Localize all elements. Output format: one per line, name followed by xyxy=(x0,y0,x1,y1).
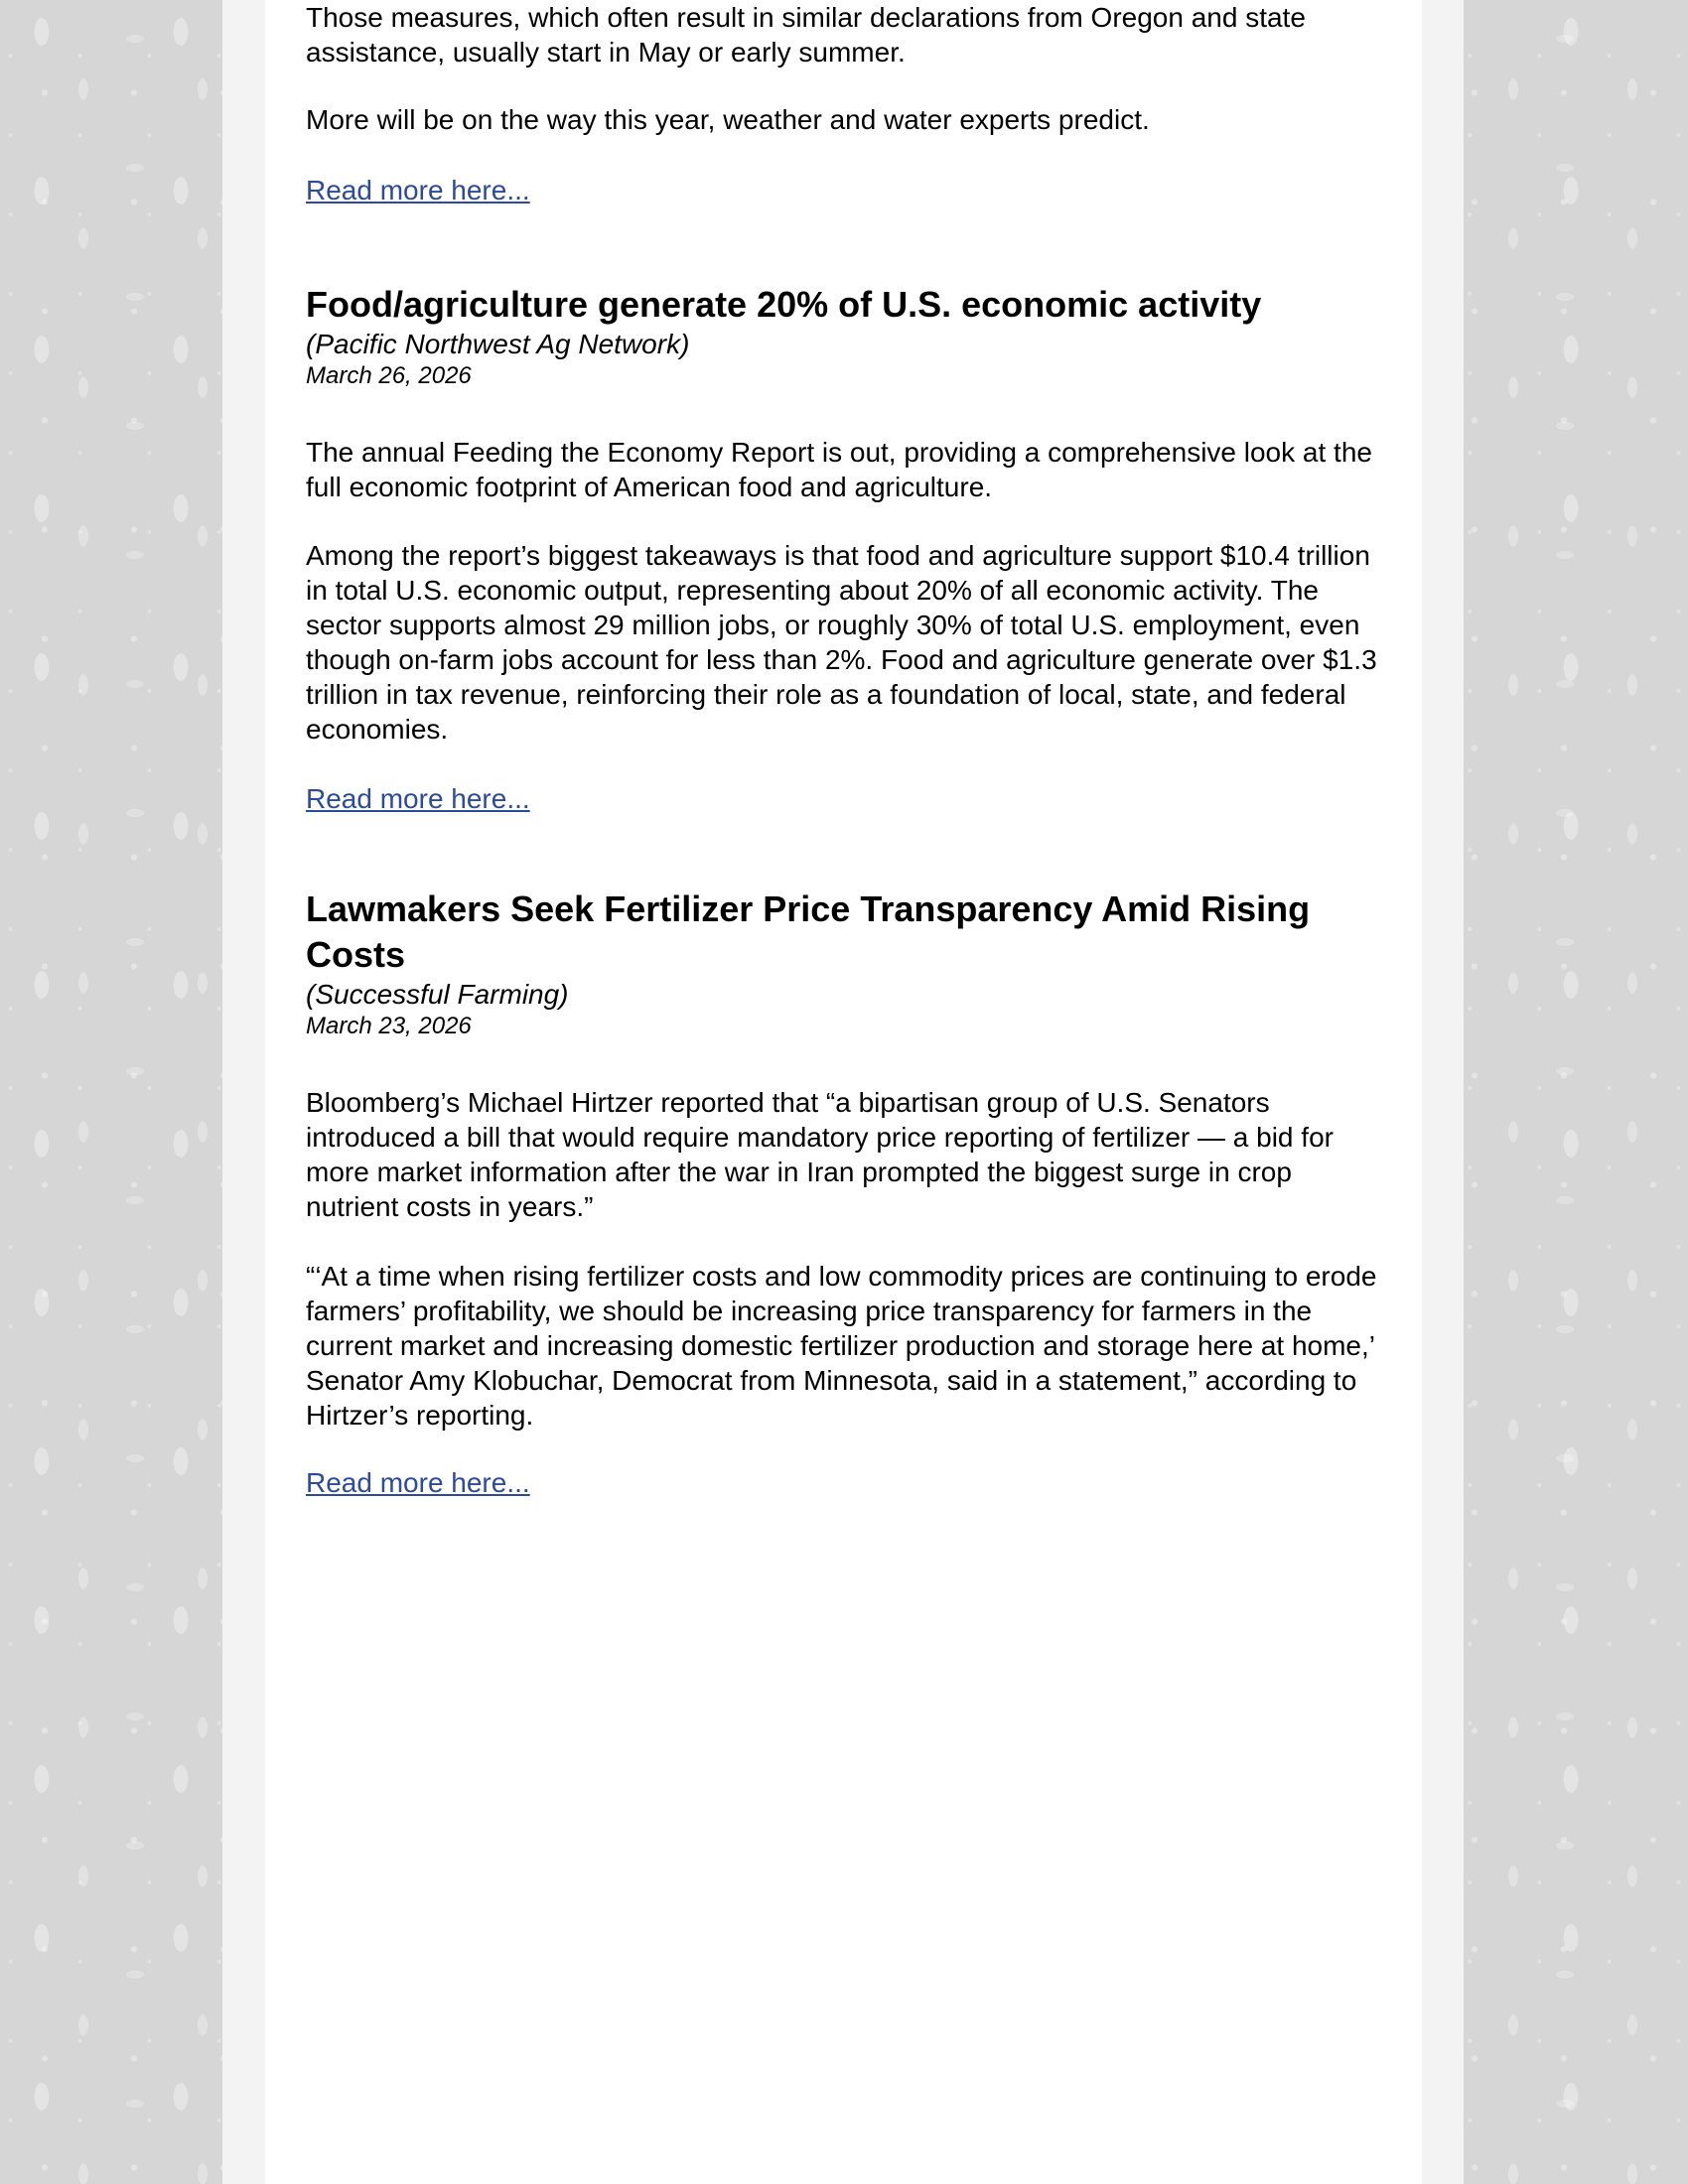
newsletter-card xyxy=(265,0,1422,2184)
read-more-link-article-2[interactable]: Read more here... xyxy=(306,1467,530,1498)
article-1 xyxy=(306,282,1388,391)
article-2 xyxy=(306,887,1388,1041)
intro-paragraph-1: Those measures, which often result in similar declarations from Oregon and state assistance, usually start in May or early summer. xyxy=(306,2,1306,68)
article-date: March 26, 2026 xyxy=(306,362,472,389)
article-2-paragraph-2: “‘At a time when rising fertilizer costs and low commodity prices are continuing to erode farmers’ profitability, we should be increasing price transparency for farmers in the current market and increasing domestic fertilizer production and storage here at home,’ Senator Amy Klobuchar, Democrat from Minnesota, said in a statement,” according to Hirtzer’s reporting. xyxy=(306,1261,1377,1431)
email-outer-frame xyxy=(222,0,1464,2184)
read-more-link-article-1[interactable]: Read more here... xyxy=(306,783,530,814)
article-date: March 23, 2026 xyxy=(306,1013,472,1039)
article-source: (Successful Farming) xyxy=(306,979,569,1010)
article-1-paragraph-1: The annual Feeding the Economy Report is out, providing a comprehensive look at the full economic footprint of American food and agriculture. xyxy=(306,437,1372,502)
article-1-paragraph-2: Among the report’s biggest takeaways is that food and agriculture support $10.4 trillion in total U.S. economic output, representing about 20% of all economic activity. The sector supports almost 29 million jobs, or roughly 30% of total U.S. employment, even though on-farm jobs account for less than 2%. Food and agriculture generate over $1.3 trillion in tax revenue, reinforcing their role as a foundation of local, state, and federal economies. xyxy=(306,540,1377,745)
intro-paragraph-2: More will be on the way this year, weather and water experts predict. xyxy=(306,104,1150,135)
read-more-link-intro[interactable]: Read more here... xyxy=(306,175,530,205)
article-source: (Pacific Northwest Ag Network) xyxy=(306,329,690,359)
article-title: Lawmakers Seek Fertilizer Price Transparency Amid Rising Costs xyxy=(306,888,1311,975)
article-2-paragraph-1: Bloomberg’s Michael Hirtzer reported that “a bipartisan group of U.S. Senators introduced a bill that would require mandatory price reporting of fertilizer — a bid for more market information after the war in Iran prompted the biggest surge in crop nutrient costs in years.” xyxy=(306,1087,1334,1222)
article-title: Food/agriculture generate 20% of U.S. economic activity xyxy=(306,284,1262,325)
